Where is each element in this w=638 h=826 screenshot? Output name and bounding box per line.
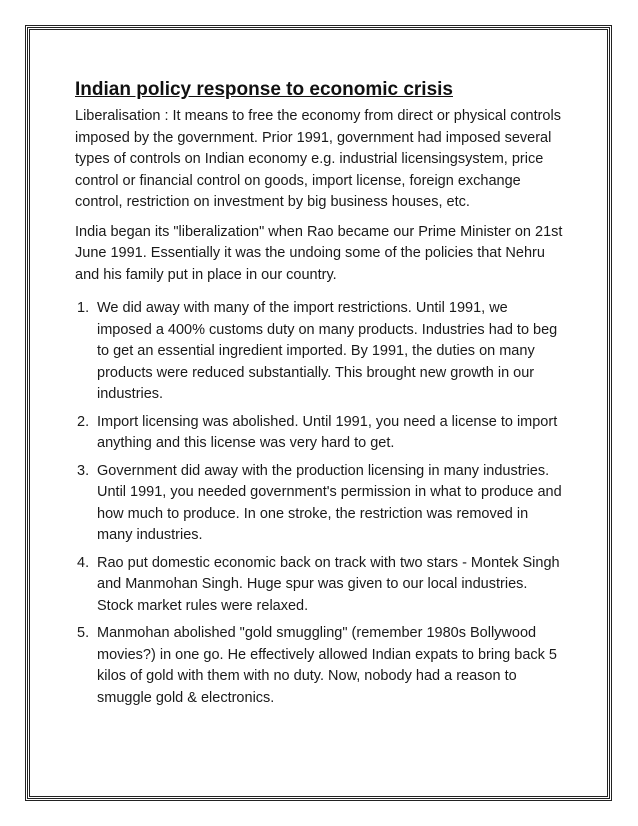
list-item <box>75 623 565 709</box>
list-item-number: 4. <box>77 554 90 571</box>
list-item-number: 3. <box>77 462 90 479</box>
list-item <box>75 553 565 618</box>
list-item-text: Import licensing was abolished. Until 1991, you need a license to import anything and this license was very hard to get. <box>97 413 558 451</box>
list-item <box>75 298 565 406</box>
document-body <box>75 78 565 715</box>
paragraph-liberalisation: Liberalisation : It means to free the economy from direct or physical controls imposed by the government. Prior 1991, government had imposed several types of controls on Indian economy e.g. industrial licensingsystem, price control or financial control on goods, import license, foreign exchange control, restriction on investment by big business houses, etc. <box>75 108 561 210</box>
list-item-text: Government did away with the production licensing in many industries. Until 1991, you needed government's permission in what to produce and how much to produce. In one stroke, the restriction was removed in many industries. <box>97 462 562 543</box>
list-item-text: We did away with many of the import restrictions. Until 1991, we imposed a 400% customs duty on many products. Industries had to beg to get an essential ingredient imported. By 1991, the duties on many products were reduced substantially. This brought new growth in our industries. <box>97 300 558 402</box>
list-item-text: Manmohan abolished "gold smuggling" (remember 1980s Bollywood movies?) in one go. He effectively allowed Indian expats to bring back 5 kilos of gold with them with no duty. Now, nobody had a reason to smuggle gold & electronics. <box>97 625 557 706</box>
paragraph-india-liberalization: India began its "liberalization" when Rao became our Prime Minister on 21st June 1991. Essentially it was the undoing some of the policies that Nehru and his family put in place in our country. <box>75 223 563 283</box>
list-item <box>75 412 565 455</box>
list-item-number: 2. <box>77 413 90 430</box>
document-title: Indian policy response to economic crisis <box>75 79 453 100</box>
list-item-number: 5. <box>77 625 90 641</box>
list-item-text: Rao put domestic economic back on track with two stars - Montek Singh and Manmohan Singh. Huge spur was given to our local industries. Stock market rules were relaxed. <box>97 554 560 614</box>
list-item <box>75 461 565 547</box>
list-item-number: 1. <box>77 300 90 316</box>
policy-list <box>75 298 565 709</box>
